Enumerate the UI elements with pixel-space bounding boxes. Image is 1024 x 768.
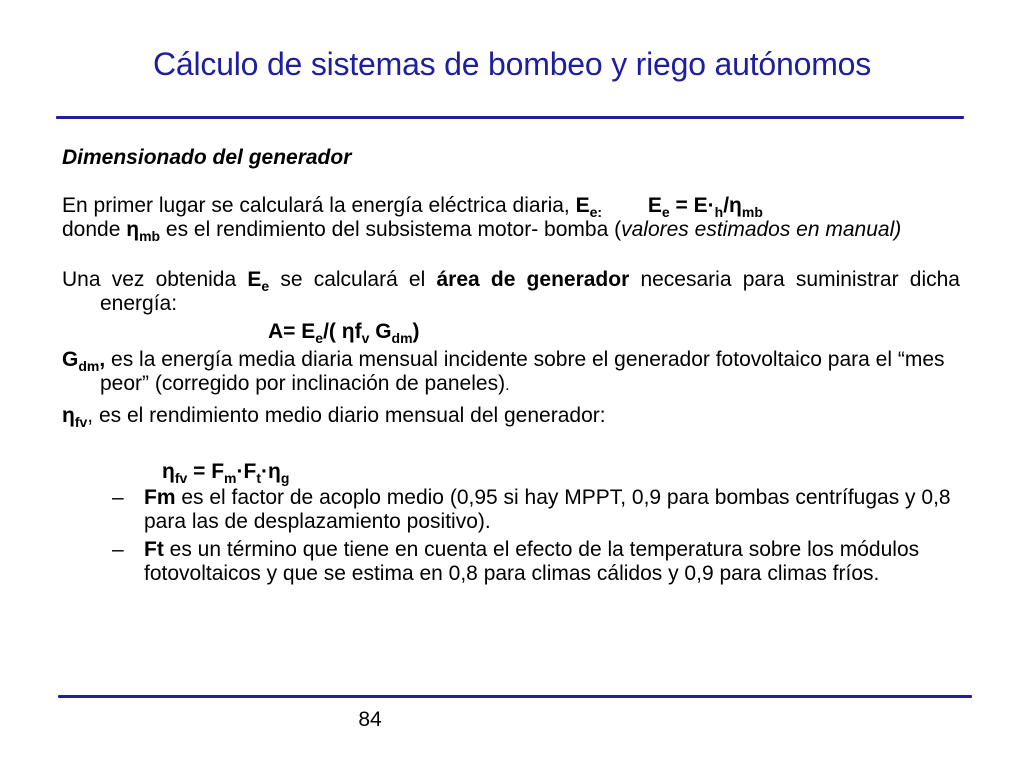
slide-title: Cálculo de sistemas de bombeo y riego autónomos	[152, 46, 872, 82]
page-number: 84	[358, 708, 382, 731]
paragraph-energy-text: En primer lugar se calculará la energía eléctrica diaria,	[62, 194, 570, 217]
top-divider	[56, 116, 964, 119]
section-subtitle: Dimensionado del generador	[62, 146, 352, 169]
slide-body	[62, 140, 960, 586]
bullet-fm: – Fm es el factor de acoplo medio (0,95 si hay MPPT, 0,9 para bombas centrífugas y 0,8 para las de desplazamiento positivo).	[112, 486, 951, 533]
paragraph-energy	[62, 194, 960, 218]
paragraph-efficiency: donde $\eta_{mb}$ es el rendimiento del subsistema motor- bomba (valores estimados en manual)	[62, 218, 902, 244]
bullet-ft: – Ft es un término que tiene en cuenta el efecto de la temperatura sobre los módulos fotovoltaicos y que se estima en 0,8 para climas cálidos y 0,9 para climas fríos.	[112, 538, 920, 585]
gdm-symbol: $G_{dm}$,	[62, 348, 106, 374]
energy-formula: $E_e = E\cdot_h/\eta_{mb}$	[647, 194, 763, 220]
bottom-divider	[58, 695, 972, 698]
eta-mb-symbol: $\eta_{mb}$	[126, 218, 161, 244]
bullet-dash: –	[112, 486, 124, 509]
eta-fv-symbol: $\eta_{fv}$	[62, 404, 88, 430]
energy-symbol: $E_{e:}$	[575, 194, 603, 220]
area-formula: $A= E_e/$( $\eta f_v$ $G_{dm}$)	[268, 320, 420, 346]
paragraph-eta-fv: $\eta_{fv}$, es el rendimiento medio diario mensual del generador:	[62, 404, 606, 430]
eta-formula: $\eta_{fv} = F_m\cdot F_t\cdot\eta_g$	[162, 460, 290, 486]
ee-symbol: $E_e$	[247, 268, 270, 294]
paragraph-area: Una vez obtenida $E_e$ se calculará el área de generador necesaria para suministrar dicha energía:	[62, 268, 960, 315]
bullet-term: Fm	[144, 486, 176, 509]
paragraph-gdm: $G_{dm}$, es la energía media diaria mensual incidente sobre el generador fotovoltaico para el “mes peor” (corregido por inclinación de paneles).	[62, 348, 945, 395]
bullet-dash: –	[112, 538, 124, 561]
bullet-term: Ft	[144, 538, 164, 561]
